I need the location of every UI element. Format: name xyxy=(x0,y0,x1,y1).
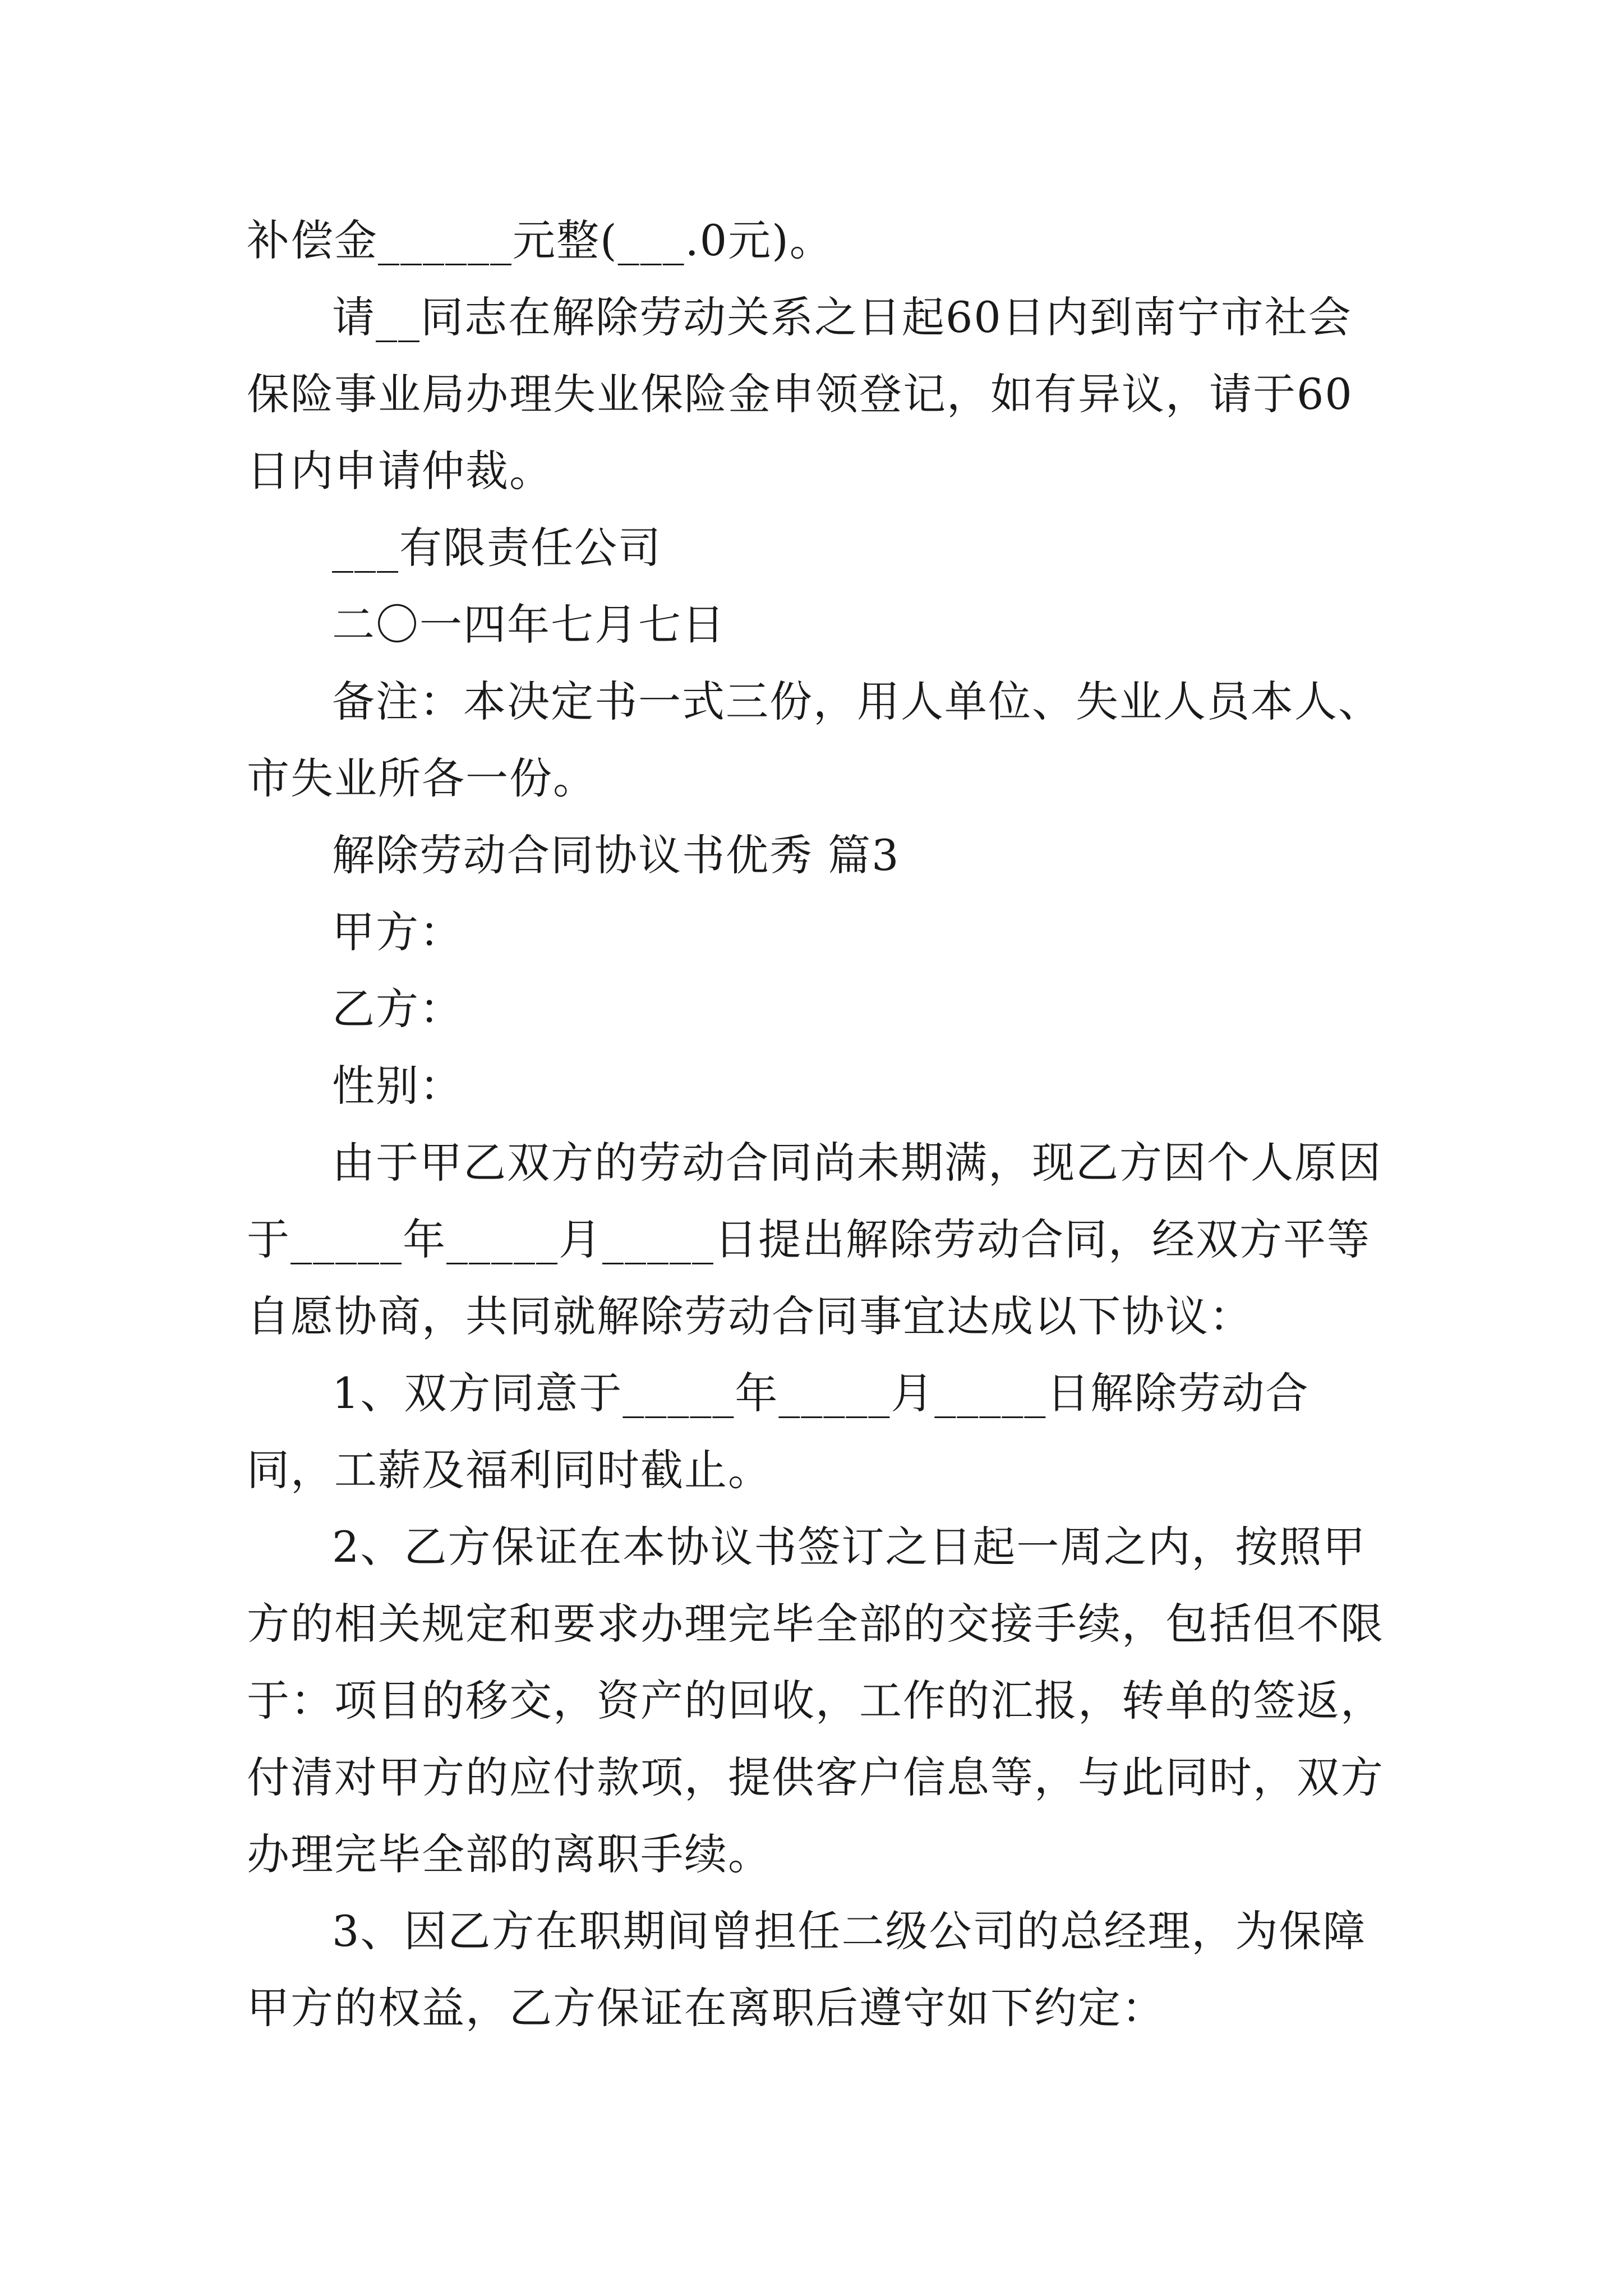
paragraph-preamble: 由于甲乙双方的劳动合同尚未期满，现乙方因个人原因于_____年_____月_____日提出解除劳动合同，经双方平等自愿协商，共同就解除劳动合同事宜达成以下协议： xyxy=(247,1138,1382,1341)
gender-label: 性别： xyxy=(332,1061,463,1111)
document-body xyxy=(247,202,1391,2046)
paragraph-date: 二〇一四年七月七日 xyxy=(332,600,726,650)
party-a-label: 甲方： xyxy=(332,907,463,957)
section-title: 解除劳动合同协议书优秀 篇3 xyxy=(332,830,900,880)
paragraph-unemployment-registration: 请__同志在解除劳动关系之日起60日内到南宁市社会保险事业局办理失业保险金申领登记，如有异议，请于60日内申请仲裁。 xyxy=(247,292,1353,496)
paragraph-remark: 备注：本决定书一式三份，用人单位、失业人员本人、市失业所各一份。 xyxy=(247,677,1382,803)
clause-3: 3、因乙方在职期间曾担任二级公司的总经理，为保障甲方的权益，乙方保证在离职后遵守如下约定： xyxy=(247,1906,1367,2033)
party-b-label: 乙方： xyxy=(332,984,463,1034)
paragraph-compensation: 补偿金______元整(___.0元)。 xyxy=(247,215,833,265)
clause-1: 1、双方同意于_____年_____月_____日解除劳动合同，工薪及福利同时截止。 xyxy=(247,1368,1310,1495)
clause-2: 2、乙方保证在本协议书签订之日起一周之内，按照甲方的相关规定和要求办理完毕全部的交接手续，包括但不限于：项目的移交，资产的回收，工作的汇报，转单的签返，付清对甲方的应付款项，提供客户信息等，与此同时，双方办理完毕全部的离职手续。 xyxy=(247,1522,1384,1879)
paragraph-company-name: ___有限责任公司 xyxy=(332,523,662,573)
